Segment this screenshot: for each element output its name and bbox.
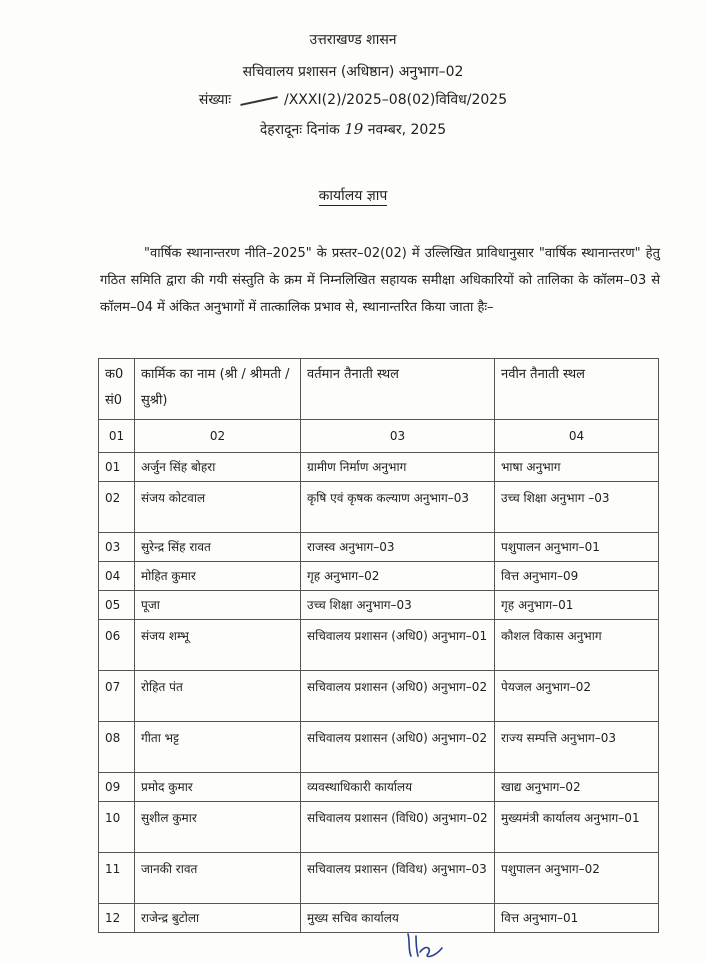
department-heading: सचिवालय प्रशासन (अधिष्ठान) अनुभाग–02 [242, 64, 464, 80]
row-name: सुशील कुमार [135, 802, 301, 853]
row-current-posting: राजस्व अनुभाग–03 [301, 533, 495, 562]
row-new-posting: मुख्यमंत्री कार्यालय अनुभाग–01 [495, 802, 659, 853]
header-new-posting: नवीन तैनाती स्थल [495, 359, 659, 420]
row-current-posting: व्यवस्थाधिकारी कार्यालय [301, 773, 495, 802]
row-sno: 02 [99, 482, 135, 533]
row-sno: 12 [99, 904, 135, 933]
header-current-posting: वर्तमान तैनाती स्थल [301, 359, 495, 420]
column-number: 02 [135, 420, 301, 453]
row-new-posting: वित्त अनुभाग–09 [495, 562, 659, 591]
row-new-posting: उच्च शिक्षा अनुभाग –03 [495, 482, 659, 533]
row-current-posting: सचिवालय प्रशासन (अधि0) अनुभाग–02 [301, 671, 495, 722]
row-name: अर्जुन सिंह बोहरा [135, 453, 301, 482]
government-heading: उत्तराखण्ड शासन [309, 32, 397, 48]
row-name: सुरेन्द्र सिंह रावत [135, 533, 301, 562]
row-new-posting: भाषा अनुभाग [495, 453, 659, 482]
row-sno: 07 [99, 671, 135, 722]
memo-title: कार्यालय ज्ञाप [318, 188, 388, 204]
row-current-posting: गृह अनुभाग–02 [301, 562, 495, 591]
row-name: गीता भट्ट [135, 722, 301, 773]
row-sno: 08 [99, 722, 135, 773]
date-day-handwritten: 19 [344, 120, 364, 138]
row-sno: 05 [99, 591, 135, 620]
row-name: रोहित पंत [135, 671, 301, 722]
date-line [0, 120, 706, 139]
row-new-posting: खाद्य अनुभाग–02 [495, 773, 659, 802]
column-number: 03 [301, 420, 495, 453]
column-number: 04 [495, 420, 659, 453]
table-row [99, 904, 659, 933]
row-new-posting: राज्य सम्पत्ति अनुभाग–03 [495, 722, 659, 773]
row-name: मोहित कुमार [135, 562, 301, 591]
table-row [99, 533, 659, 562]
row-name: पूजा [135, 591, 301, 620]
signature-mark [402, 930, 446, 960]
table-row [99, 773, 659, 802]
table-row [99, 562, 659, 591]
row-new-posting: वित्त अनुभाग–01 [495, 904, 659, 933]
row-sno: 06 [99, 620, 135, 671]
table-body [99, 453, 659, 933]
intro-paragraph: "वार्षिक स्थानान्तरण नीति–2025" के प्रस्तर–02(02) में उल्लिखित प्राविधानुसार "वार्षिक स्थानान्तरण" हेतु गठित समिति द्वारा की गयी संस्तुति के क्रम में निम्नलिखित सहायक समीक्षा अधिकारियों को तालिका के कॉलम–03 से कॉलम–04 में अंकित अनुभागों में तात्कालिक प्रभाव से, स्थानान्तरित किया जाता हैः– [100, 246, 660, 315]
row-current-posting: सचिवालय प्रशासन (अधि0) अनुभाग–02 [301, 722, 495, 773]
table-row [99, 802, 659, 853]
row-sno: 11 [99, 853, 135, 904]
table-row [99, 853, 659, 904]
table-row [99, 620, 659, 671]
row-current-posting: ग्रामीण निर्माण अनुभाग [301, 453, 495, 482]
row-sno: 09 [99, 773, 135, 802]
table-row [99, 482, 659, 533]
header-sno: क0 सं0 [99, 359, 135, 420]
row-name: प्रमोद कुमार [135, 773, 301, 802]
row-sno: 10 [99, 802, 135, 853]
table-header-row [99, 359, 659, 420]
row-new-posting: गृह अनुभाग–01 [495, 591, 659, 620]
transfer-table [98, 358, 659, 933]
row-new-posting: पशुपालन अनुभाग–02 [495, 853, 659, 904]
date-prefix: देहरादूनः दिनांक [259, 122, 340, 138]
row-current-posting: मुख्य सचिव कार्यालय [301, 904, 495, 933]
header-name: कार्मिक का नाम (श्री / श्रीमती / सुश्री) [135, 359, 301, 420]
row-name: राजेन्द्र बुटोला [135, 904, 301, 933]
row-current-posting: सचिवालय प्रशासन (विविध) अनुभाग–03 [301, 853, 495, 904]
row-sno: 03 [99, 533, 135, 562]
row-new-posting: कौशल विकास अनुभाग [495, 620, 659, 671]
row-sno: 04 [99, 562, 135, 591]
reference-prefix: संख्याः [198, 92, 232, 108]
row-name: जानकी रावत [135, 853, 301, 904]
row-current-posting: सचिवालय प्रशासन (विधि0) अनुभाग–02 [301, 802, 495, 853]
handwritten-number-stroke [236, 93, 280, 107]
reference-number: /XXXI(2)/2025–08(02)विविध/2025 [284, 92, 508, 108]
row-current-posting: सचिवालय प्रशासन (अधि0) अनुभाग–01 [301, 620, 495, 671]
row-new-posting: पेयजल अनुभाग–02 [495, 671, 659, 722]
table-row [99, 671, 659, 722]
date-month-year: नवम्बर, 2025 [367, 122, 447, 138]
row-name: संजय शम्भू [135, 620, 301, 671]
table-row [99, 453, 659, 482]
row-current-posting: कृषि एवं कृषक कल्याण अनुभाग–03 [301, 482, 495, 533]
column-number: 01 [99, 420, 135, 453]
row-sno: 01 [99, 453, 135, 482]
table-row [99, 722, 659, 773]
column-number-row [99, 420, 659, 453]
table-row [99, 591, 659, 620]
reference-line [0, 90, 706, 109]
row-current-posting: उच्च शिक्षा अनुभाग–03 [301, 591, 495, 620]
row-new-posting: पशुपालन अनुभाग–01 [495, 533, 659, 562]
row-name: संजय कोटवाल [135, 482, 301, 533]
